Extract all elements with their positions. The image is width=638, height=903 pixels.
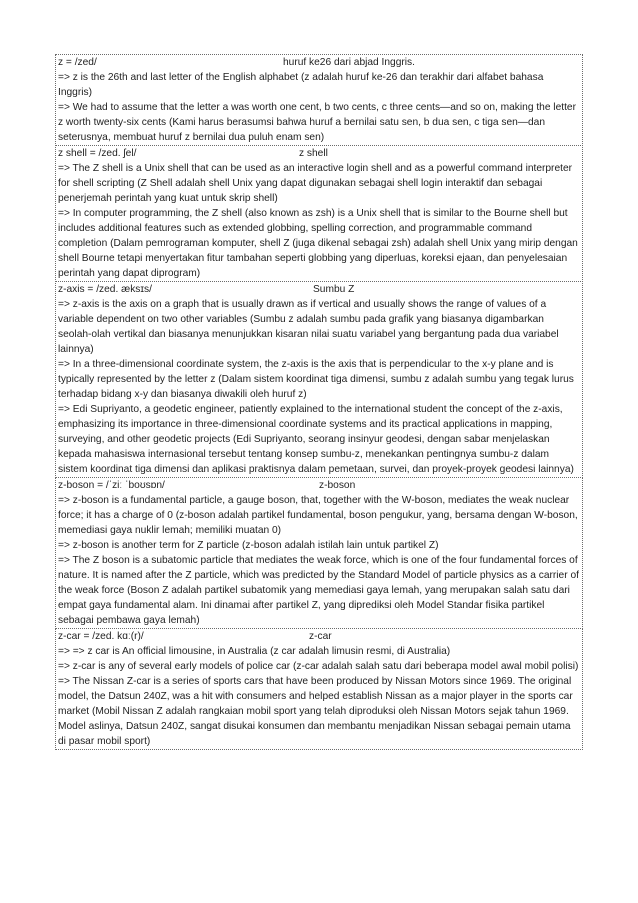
entry-z-car [55, 628, 583, 750]
headword-row [58, 629, 580, 644]
pronunciation: z = /zed/ [58, 57, 97, 68]
entry-z [55, 54, 583, 146]
headword-row [58, 146, 580, 161]
headword-row [58, 478, 580, 493]
definition-line: => The Z boson is a subatomic particle that mediates the weak force, which is one of the four fundamental forces of nature. It is named after the Z particle, which was predicted by the Standard Model of particle physics as a carrier of the weak force (Boson Z adalah partikel subatomik yang memediasi gaya lemah, yang merupakan salah satu dari empat gaya fundamental alam. Ini dinamai after partikel Z, yang diprediksi oleh Model Standar fisika partikel sebagai pembawa gaya lemah) [58, 555, 579, 626]
definition-line: => z-boson is another term for Z particle (z-boson adalah istilah lain untuk partikel Z) [58, 540, 439, 551]
definition-line: => z is the 26th and last letter of the English alphabet (z adalah huruf ke-26 dan terakhir dari alfabet bahasa Inggris) [58, 72, 544, 98]
definition-line: => z-boson is a fundamental particle, a gauge boson, that, together with the W-boson, mediates the weak nuclear force; it has a charge of 0 (z-boson adalah partikel fundamental, boson pengukur, yang, bersama dengan W-boson, memediasi gaya nuklir lemah; memiliki muatan 0) [58, 495, 578, 536]
definition-line: => z-car is any of several early models of police car (z-car adalah salah satu dari beberapa model awal mobil polisi) [58, 661, 579, 672]
headword-meaning: Sumbu Z [313, 284, 355, 295]
entry-z-shell [55, 145, 583, 282]
entry-z-axis [55, 281, 583, 478]
pronunciation: z-car = /zed. kɑː(r)/ [58, 631, 144, 642]
pronunciation: z-axis = /zed. æksɪs/ [58, 284, 152, 295]
definition-line: => The Nissan Z-car is a series of sports cars that have been produced by Nissan Motors since 1969. The original model, the Datsun 240Z, was a hit with consumers and helped establish Nissan as a major player in the sports car market (Mobil Nissan Z adalah rangkaian mobil sport yang telah diproduksi oleh Nissan Motors sejak tahun 1969. Model aslinya, Datsun 240Z, sangat disukai konsumen dan membantu menjadikan Nissan sebagai pemain utama di pasar mobil sport) [58, 676, 573, 747]
pronunciation: z-boson = /ˈziː ˈboʊsɒn/ [58, 480, 165, 491]
definition-line: => In computer programming, the Z shell (also known as zsh) is a Unix shell that is similar to the Bourne shell but includes additional features such as extended globbing, spelling correction, and programmable command completion (Dalam pemrograman komputer, shell Z (juga dikenal sebagai zsh) adalah shell Unix yang mirip dengan shell Bourne tetapi menyertakan fitur tambahan seperti globbing yang diperluas, koreksi ejaan, dan penyelesaian perintah yang dapat diprogram) [58, 208, 578, 279]
pronunciation: z shell = /zed. ʃel/ [58, 148, 137, 159]
headword-row [58, 282, 580, 297]
definition-line: => z-axis is the axis on a graph that is usually drawn as if vertical and usually shows the range of values of a variable dependent on two other variables (Sumbu z adalah sumbu pada grafik yang biasanya digambarkan seolah-olah vertikal dan biasanya menunjukkan kisaran nilai suatu variabel yang bergantung pada dua variabel lainnya) [58, 299, 559, 355]
definition-line: => => z car is An official limousine, in Australia (z car adalah limusin resmi, di Australia) [58, 646, 451, 657]
definition-line: => In a three-dimensional coordinate system, the z-axis is the axis that is perpendicular to the x-y plane and is typically represented by the letter z (Dalam sistem koordinat tiga dimensi, sumbu z adalah sumbu yang tegak lurus terhadap bidang x-y dan biasanya diwakili oleh huruf z) [58, 359, 574, 400]
definition-line: => The Z shell is a Unix shell that can be used as an interactive login shell and as a powerful command interpreter for shell scripting (Z Shell adalah shell Unix yang dapat digunakan sebagai shell login interaktif dan sebagai penerjemah perintah yang kuat untuk skrip shell) [58, 163, 572, 204]
headword-meaning: z shell [299, 148, 328, 159]
definition-line: => We had to assume that the letter a was worth one cent, b two cents, c three cents—and so on, making the letter z worth twenty-six cents (Kami harus berasumsi bahwa huruf a bernilai satu sen, b dua sen, c tiga sen—dan seterusnya, membuat huruf z bernilai dua puluh enam sen) [58, 102, 576, 143]
dictionary-page [55, 55, 583, 750]
headword-meaning: z-car [309, 631, 332, 642]
headword-meaning: huruf ke26 dari abjad Inggris. [283, 57, 415, 68]
entry-z-boson [55, 477, 583, 629]
headword-meaning: z-boson [319, 480, 356, 491]
headword-row [58, 55, 580, 70]
definition-line: => Edi Supriyanto, a geodetic engineer, patiently explained to the international student the concept of the z-axis, emphasizing its importance in three-dimensional coordinate systems and its practical applications in mapping, surveying, and other geodetic projects (Edi Supriyanto, seorang insinyur geodesi, dengan sabar menjelaskan kepada mahasiswa internasional tersebut tentang konsep sumbu-z, menekankan pentingnya sumbu-z dalam sistem koordinat tiga dimensi dan aplikasi praktisnya dalam pemetaan, survei, dan proyek-proyek geodesi lainnya) [58, 404, 574, 475]
